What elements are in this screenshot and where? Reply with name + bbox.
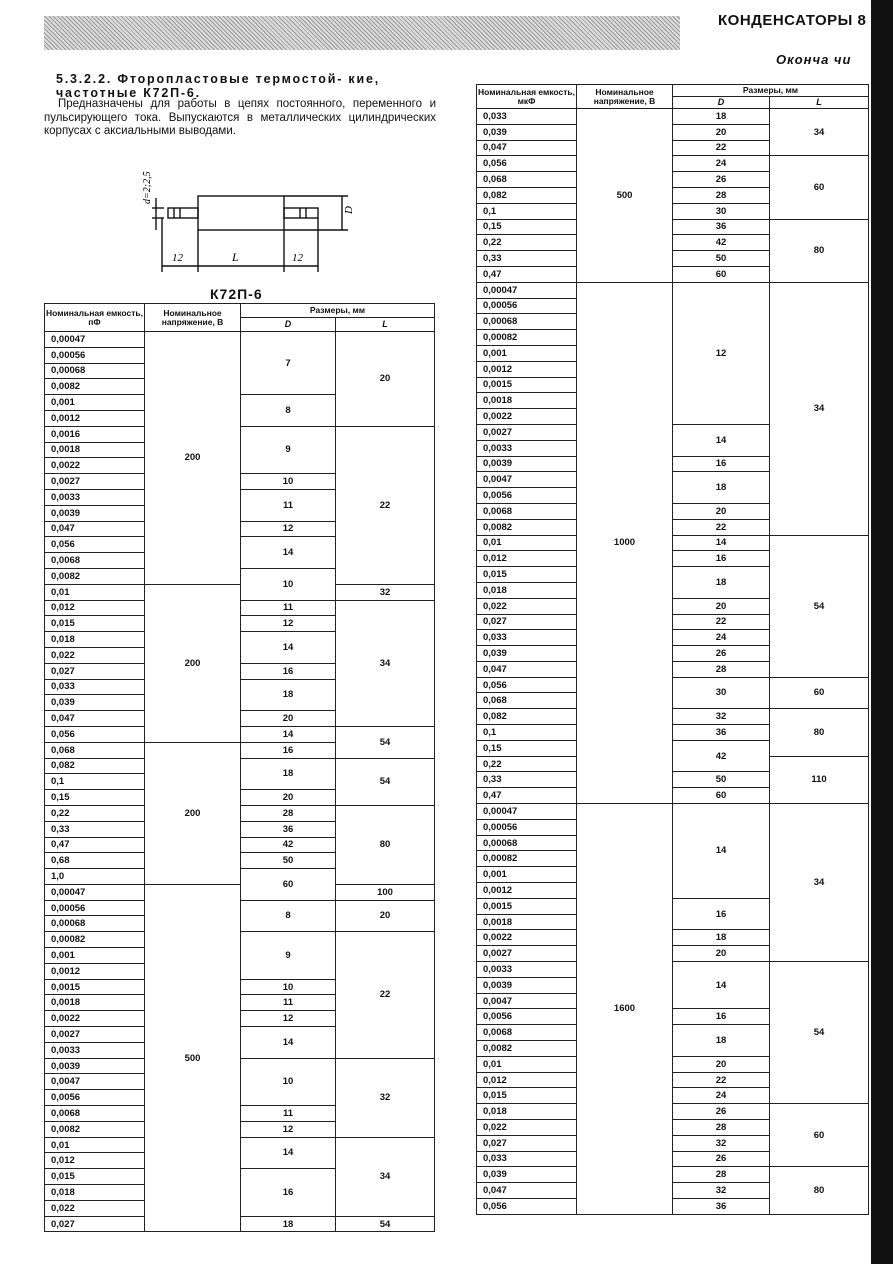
capacity-cell: 0,0012 — [45, 963, 145, 979]
d-cell: 20 — [673, 946, 770, 962]
d-cell: 14 — [673, 424, 770, 456]
d-cell: 32 — [673, 1135, 770, 1151]
capacity-cell: 0,0082 — [477, 1041, 577, 1057]
capacity-cell: 0,015 — [477, 1088, 577, 1104]
d-cell: 8 — [241, 900, 336, 932]
capacity-cell: 0,039 — [477, 646, 577, 662]
capacity-cell: 0,082 — [477, 709, 577, 725]
capacity-cell: 0,015 — [45, 1169, 145, 1185]
capacity-cell: 0,018 — [477, 1104, 577, 1120]
d-cell: 32 — [673, 1183, 770, 1199]
d-cell: 22 — [673, 519, 770, 535]
d-cell: 14 — [241, 1137, 336, 1169]
capacity-cell: 0,012 — [477, 1072, 577, 1088]
capacity-cell: 0,0027 — [45, 474, 145, 490]
left-spec-table — [44, 303, 435, 1232]
capacity-cell: 0,00068 — [477, 835, 577, 851]
d-cell: 30 — [673, 677, 770, 709]
capacity-cell: 0,15 — [477, 740, 577, 756]
capacity-cell: 0,0033 — [45, 489, 145, 505]
l-cell: 54 — [770, 535, 869, 677]
d-cell: 14 — [673, 962, 770, 1009]
capacity-cell: 0,00056 — [477, 819, 577, 835]
capacity-cell: 0,027 — [477, 614, 577, 630]
voltage-cell: 1000 — [577, 282, 673, 803]
capacity-cell: 0,01 — [45, 1137, 145, 1153]
capacity-cell: 0,001 — [45, 395, 145, 411]
capacity-cell: 0,012 — [477, 551, 577, 567]
header-voltage: Номинальное напряжение, В — [145, 304, 241, 332]
d-cell: 8 — [241, 395, 336, 427]
capacity-cell: 0,022 — [45, 1200, 145, 1216]
capacity-cell: 0,47 — [477, 266, 577, 282]
d-cell: 12 — [241, 521, 336, 537]
l-cell: 80 — [770, 219, 869, 282]
table-row — [477, 535, 869, 551]
capacity-cell: 0,015 — [45, 616, 145, 632]
capacity-cell: 0,00068 — [477, 314, 577, 330]
capacity-cell: 0,0082 — [45, 1121, 145, 1137]
capacity-cell: 0,0033 — [477, 962, 577, 978]
capacity-cell: 0,0039 — [477, 456, 577, 472]
d-cell: 30 — [673, 203, 770, 219]
d-cell: 26 — [673, 1151, 770, 1167]
d-cell: 16 — [673, 1009, 770, 1025]
capacity-cell: 0,22 — [477, 235, 577, 251]
d-cell: 18 — [241, 679, 336, 711]
capacity-cell: 0,082 — [45, 758, 145, 774]
l-cell: 80 — [770, 1167, 869, 1214]
capacity-cell: 0,33 — [45, 821, 145, 837]
capacity-cell: 0,0039 — [477, 977, 577, 993]
capacity-cell: 0,047 — [45, 711, 145, 727]
capacity-cell: 0,33 — [477, 772, 577, 788]
d-cell: 9 — [241, 426, 336, 473]
capacity-cell: 0,0022 — [45, 458, 145, 474]
d-cell: 16 — [241, 663, 336, 679]
capacity-cell: 0,01 — [45, 584, 145, 600]
capacity-cell: 0,018 — [477, 582, 577, 598]
capacity-cell: 0,056 — [477, 156, 577, 172]
l-cell: 32 — [336, 1058, 435, 1137]
d-cell: 20 — [673, 124, 770, 140]
header-dims: Размеры, мм — [673, 85, 869, 97]
capacity-cell: 0,0012 — [477, 361, 577, 377]
d-cell: 14 — [241, 537, 336, 569]
capacity-cell: 0,0018 — [477, 914, 577, 930]
capacity-cell: 0,018 — [45, 632, 145, 648]
capacity-cell: 0,0027 — [477, 424, 577, 440]
d-cell: 28 — [241, 805, 336, 821]
capacity-cell: 0,022 — [477, 1120, 577, 1136]
d-cell: 60 — [241, 869, 336, 901]
capacity-cell: 0,68 — [45, 853, 145, 869]
d-cell: 20 — [673, 598, 770, 614]
capacity-cell: 0,0018 — [45, 442, 145, 458]
capacity-cell: 0,0027 — [45, 1027, 145, 1043]
d-cell: 11 — [241, 489, 336, 521]
table-row — [477, 219, 869, 235]
table-row — [45, 584, 435, 600]
l-cell: 34 — [770, 282, 869, 535]
d-cell: 22 — [673, 140, 770, 156]
d-cell: 26 — [673, 1104, 770, 1120]
capacity-cell: 0,0056 — [477, 1009, 577, 1025]
capacity-cell: 0,047 — [45, 521, 145, 537]
capacity-cell: 0,056 — [477, 677, 577, 693]
d-cell: 26 — [673, 172, 770, 188]
capacity-cell: 0,033 — [477, 1151, 577, 1167]
d-cell: 50 — [673, 772, 770, 788]
d-cell: 18 — [673, 1025, 770, 1057]
capacity-cell: 0,0047 — [477, 472, 577, 488]
l-cell: 20 — [336, 900, 435, 932]
capacity-cell: 0,0018 — [477, 393, 577, 409]
d-cell: 18 — [241, 758, 336, 790]
header-l: L — [336, 318, 435, 332]
l-cell: 110 — [770, 756, 869, 803]
d-cell: 11 — [241, 995, 336, 1011]
capacity-cell: 0,0068 — [45, 553, 145, 569]
d-cell: 26 — [673, 646, 770, 662]
header-voltage: Номинальное напряжение, В — [577, 85, 673, 109]
voltage-cell: 1600 — [577, 804, 673, 1215]
lead-dia-label: d=2;2,5 — [142, 171, 153, 204]
l-cell: 80 — [770, 709, 869, 756]
d-cell: 12 — [241, 616, 336, 632]
capacity-cell: 0,0022 — [45, 1011, 145, 1027]
d-cell: 24 — [673, 630, 770, 646]
capacity-cell: 0,0068 — [477, 1025, 577, 1041]
l-cell: 54 — [336, 726, 435, 758]
l-cell: 60 — [770, 156, 869, 219]
capacity-cell: 0,039 — [45, 695, 145, 711]
capacity-cell: 0,00047 — [45, 332, 145, 348]
capacity-cell: 0,00056 — [477, 298, 577, 314]
d-cell: 16 — [673, 551, 770, 567]
l-cell: 54 — [336, 758, 435, 805]
d-cell: 16 — [241, 1169, 336, 1216]
d-cell: 42 — [241, 837, 336, 853]
d-cell: 9 — [241, 932, 336, 979]
d-cell: 14 — [241, 1027, 336, 1059]
capacity-cell: 0,00047 — [45, 884, 145, 900]
capacity-cell: 0,0012 — [45, 410, 145, 426]
header-capacity: Номинальная емкость, пФ — [45, 304, 145, 332]
header-halftone-bar — [44, 16, 680, 50]
capacity-cell: 0,0056 — [477, 488, 577, 504]
capacity-cell: 0,0047 — [45, 1074, 145, 1090]
table-row — [45, 332, 435, 348]
d-cell: 28 — [673, 187, 770, 203]
l-cell: 60 — [770, 1104, 869, 1167]
capacity-cell: 0,012 — [45, 1153, 145, 1169]
capacity-cell: 0,047 — [477, 661, 577, 677]
header-d: D — [241, 318, 336, 332]
continued-label: Оконча чи — [776, 52, 852, 67]
capacity-cell: 0,0016 — [45, 426, 145, 442]
d-cell: 50 — [241, 853, 336, 869]
capacity-cell: 0,027 — [45, 1216, 145, 1232]
l-cell: 22 — [336, 932, 435, 1058]
d-cell: 11 — [241, 600, 336, 616]
capacity-cell: 0,00047 — [477, 804, 577, 820]
table-row — [477, 282, 869, 298]
d-cell: 32 — [673, 709, 770, 725]
capacity-cell: 0,027 — [477, 1135, 577, 1151]
dim-right-label: 12 — [292, 252, 303, 264]
d-cell: 28 — [673, 1167, 770, 1183]
l-cell: 100 — [336, 884, 435, 900]
d-cell: 20 — [241, 711, 336, 727]
capacity-cell: 0,00047 — [477, 282, 577, 298]
d-cell: 20 — [673, 503, 770, 519]
l-cell: 32 — [336, 584, 435, 600]
capacity-cell: 0,0033 — [477, 440, 577, 456]
running-title: КОНДЕНСАТОРЫ 8 — [718, 12, 867, 29]
capacity-cell: 0,001 — [477, 345, 577, 361]
d-cell: 14 — [673, 535, 770, 551]
header-dims: Размеры, мм — [241, 304, 435, 318]
d-cell: 18 — [673, 109, 770, 125]
voltage-cell: 200 — [145, 332, 241, 585]
capacity-cell: 0,00056 — [45, 347, 145, 363]
header-d: D — [673, 97, 770, 109]
capacity-cell: 0,0068 — [477, 503, 577, 519]
l-cell: 22 — [336, 426, 435, 584]
d-cell: 11 — [241, 1106, 336, 1122]
capacity-cell: 0,047 — [477, 1183, 577, 1199]
l-cell: 54 — [336, 1216, 435, 1232]
d-cell: 10 — [241, 568, 336, 600]
d-cell: 22 — [673, 1072, 770, 1088]
table-row — [477, 1167, 869, 1183]
capacity-cell: 0,33 — [477, 251, 577, 267]
capacity-cell: 0,056 — [477, 1198, 577, 1214]
capacity-cell: 0,015 — [477, 567, 577, 583]
capacity-cell: 0,033 — [477, 630, 577, 646]
capacity-cell: 0,1 — [477, 725, 577, 741]
d-cell: 14 — [673, 804, 770, 899]
d-cell: 36 — [673, 725, 770, 741]
table-row — [477, 677, 869, 693]
capacity-cell: 0,039 — [477, 1167, 577, 1183]
capacity-cell: 0,00082 — [477, 851, 577, 867]
capacity-cell: 0,47 — [45, 837, 145, 853]
capacity-cell: 0,1 — [45, 774, 145, 790]
table-row — [477, 109, 869, 125]
d-cell: 60 — [673, 266, 770, 282]
capacity-cell: 0,018 — [45, 1185, 145, 1201]
capacity-cell: 0,0039 — [45, 1058, 145, 1074]
l-cell: 34 — [336, 1137, 435, 1216]
capacity-cell: 0,047 — [477, 140, 577, 156]
capacity-cell: 0,00068 — [45, 916, 145, 932]
capacity-cell: 0,0018 — [45, 995, 145, 1011]
d-cell: 22 — [673, 614, 770, 630]
capacity-cell: 0,00068 — [45, 363, 145, 379]
page-edge-shadow — [871, 0, 893, 1264]
capacity-cell: 0,0039 — [45, 505, 145, 521]
dim-d-label: D — [343, 206, 355, 214]
l-cell: 34 — [770, 109, 869, 156]
l-cell: 54 — [770, 962, 869, 1104]
d-cell: 12 — [241, 1011, 336, 1027]
capacity-cell: 0,0027 — [477, 946, 577, 962]
capacity-cell: 0,01 — [477, 535, 577, 551]
d-cell: 16 — [673, 898, 770, 930]
capacity-cell: 0,0022 — [477, 409, 577, 425]
capacity-cell: 0,082 — [477, 187, 577, 203]
capacity-cell: 0,0047 — [477, 993, 577, 1009]
capacity-cell: 0,068 — [477, 172, 577, 188]
capacity-cell: 0,0056 — [45, 1090, 145, 1106]
table-row — [477, 1104, 869, 1120]
capacity-cell: 0,001 — [477, 867, 577, 883]
d-cell: 20 — [241, 790, 336, 806]
dim-left-label: 12 — [172, 252, 183, 264]
d-cell: 14 — [241, 632, 336, 664]
capacity-cell: 0,15 — [45, 790, 145, 806]
d-cell: 16 — [241, 742, 336, 758]
capacity-cell: 0,056 — [45, 726, 145, 742]
d-cell: 50 — [673, 251, 770, 267]
header-l: L — [770, 97, 869, 109]
capacity-cell: 0,033 — [477, 109, 577, 125]
capacity-cell: 0,0015 — [477, 898, 577, 914]
capacity-cell: 0,033 — [45, 679, 145, 695]
l-cell: 34 — [770, 804, 869, 962]
capacity-cell: 0,15 — [477, 219, 577, 235]
d-cell: 16 — [673, 456, 770, 472]
capacity-cell: 0,0082 — [477, 519, 577, 535]
capacity-cell: 0,0022 — [477, 930, 577, 946]
d-cell: 18 — [673, 930, 770, 946]
capacity-cell: 0,22 — [45, 805, 145, 821]
d-cell: 36 — [241, 821, 336, 837]
d-cell: 28 — [673, 1120, 770, 1136]
capacity-cell: 0,022 — [45, 647, 145, 663]
capacity-cell: 0,0012 — [477, 883, 577, 899]
dim-l-label: L — [232, 250, 239, 264]
l-cell: 34 — [336, 600, 435, 726]
d-cell: 20 — [673, 1056, 770, 1072]
voltage-cell: 200 — [145, 742, 241, 884]
d-cell: 42 — [673, 235, 770, 251]
table-row — [477, 156, 869, 172]
capacity-cell: 0,01 — [477, 1056, 577, 1072]
d-cell: 42 — [673, 740, 770, 772]
capacity-cell: 0,00056 — [45, 900, 145, 916]
table-caption: К72П-6 — [210, 286, 263, 302]
d-cell: 12 — [241, 1121, 336, 1137]
d-cell: 18 — [241, 1216, 336, 1232]
capacity-cell: 0,1 — [477, 203, 577, 219]
d-cell: 10 — [241, 979, 336, 995]
capacity-cell: 0,068 — [45, 742, 145, 758]
capacity-cell: 1,0 — [45, 869, 145, 885]
capacity-cell: 0,012 — [45, 600, 145, 616]
table-row — [477, 962, 869, 978]
capacity-cell: 0,00082 — [45, 932, 145, 948]
voltage-cell: 500 — [145, 884, 241, 1232]
capacity-cell: 0,039 — [477, 124, 577, 140]
l-cell: 60 — [770, 677, 869, 709]
capacity-cell: 0,0033 — [45, 1042, 145, 1058]
table-row — [45, 884, 435, 900]
d-cell: 10 — [241, 1058, 336, 1105]
right-spec-table — [476, 84, 869, 1215]
capacity-cell: 0,022 — [477, 598, 577, 614]
capacitor-drawing — [140, 168, 360, 278]
d-cell: 10 — [241, 474, 336, 490]
capacity-cell: 0,0082 — [45, 568, 145, 584]
capacity-cell: 0,068 — [477, 693, 577, 709]
d-cell: 18 — [673, 567, 770, 599]
table-row — [477, 804, 869, 820]
d-cell: 28 — [673, 661, 770, 677]
d-cell: 14 — [241, 726, 336, 742]
d-cell: 12 — [673, 282, 770, 424]
d-cell: 36 — [673, 219, 770, 235]
table-row — [477, 709, 869, 725]
l-cell: 20 — [336, 332, 435, 427]
capacity-cell: 0,0015 — [45, 979, 145, 995]
capacity-cell: 0,47 — [477, 788, 577, 804]
capacity-cell: 0,001 — [45, 948, 145, 964]
capacity-cell: 0,0082 — [45, 379, 145, 395]
l-cell: 80 — [336, 805, 435, 884]
voltage-cell: 500 — [577, 109, 673, 283]
capacity-cell: 0,056 — [45, 537, 145, 553]
header-capacity: Номинальная емкость, мкФ — [477, 85, 577, 109]
capacity-cell: 0,0068 — [45, 1106, 145, 1122]
voltage-cell: 200 — [145, 584, 241, 742]
capacity-cell: 0,00082 — [477, 330, 577, 346]
d-cell: 18 — [673, 472, 770, 504]
d-cell: 36 — [673, 1198, 770, 1214]
capacity-cell: 0,22 — [477, 756, 577, 772]
d-cell: 24 — [673, 156, 770, 172]
section-title: 5.3.2.2. Фторопластовые термостой- кие, частотные К72П-6. — [56, 72, 381, 100]
d-cell: 7 — [241, 332, 336, 395]
capacity-cell: 0,027 — [45, 663, 145, 679]
capacity-cell: 0,0015 — [477, 377, 577, 393]
d-cell: 60 — [673, 788, 770, 804]
d-cell: 24 — [673, 1088, 770, 1104]
section-description: Предназначены для работы в цепях постоянного, переменного и пульсирующего тока. Выпускаются в металлических цилиндрических корпусах с аксиальными выводами. — [44, 98, 436, 137]
